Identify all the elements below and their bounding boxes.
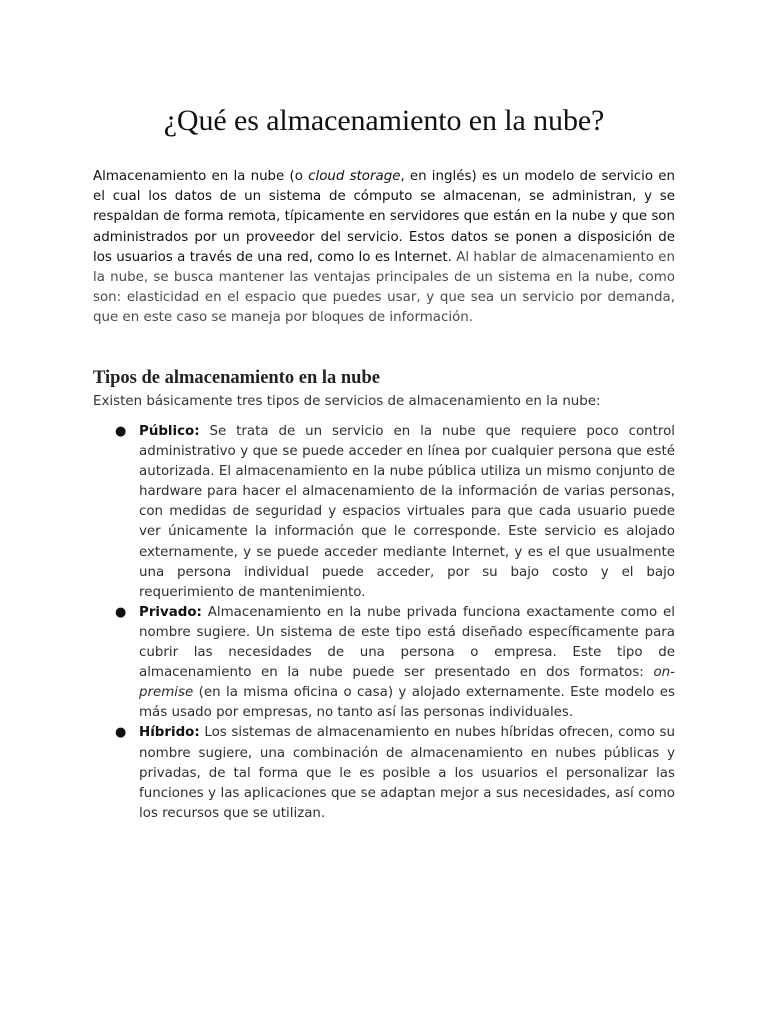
section-lead: Existen básicamente tres tipos de servicios de almacenamiento en la nube: [93,394,601,409]
storage-types-list [93,422,675,824]
item-text: Almacenamiento en la nube privada funciona exactamente como el nombre sugiere. Un sistema de este tipo está diseñado específicamente para cubrir las necesidades de una persona o empresa. Este tipo de almacenamiento en la nube puede ser presentado en dos formatos: [139,604,675,681]
list-item-hibrido [93,723,675,823]
section-heading: Tipos de almacenamiento en la nube [93,368,380,388]
bullet-icon: ● [115,604,127,620]
bullet-icon: ● [115,424,127,439]
item-text-end: (en la misma oficina o casa) y alojado externamente. Este modelo es más usado por empresas, no tanto así las personas individuales. [139,685,675,721]
list-item-privado [93,603,675,724]
item-text: Los sistemas de almacenamiento en nubes híbridas ofrecen, como su nombre sugiere, una combinación de almacenamiento en nubes públicas y privadas, de tal forma que le es posible a los usuarios el personalizar las funciones y las aplicaciones que se adaptan mejor a sus necesidades, así como los recursos que se utilizan. [139,725,675,821]
page-title: ¿Qué es almacenamiento en la nube? [163,104,605,137]
bullet-icon: ● [115,725,127,741]
item-term: Público: [139,424,200,439]
item-term: Híbrido: [139,725,200,741]
intro-text-start: Almacenamiento en la nube (o [93,169,309,184]
intro-text-main: , en inglés) es un modelo de servicio en el cual los datos de un sistema de cómputo se almacenan, se administran, y se respaldan de forma remota, típicamente en servidores que están en la nube y que son administrados por un proveedor del servicio. Estos datos se ponen a disposición de los usuarios a través de una red, como lo es Internet. [93,169,676,265]
list-item-publico [93,422,675,603]
intro-emphasis: cloud storage [308,169,401,184]
item-term: Privado: [139,604,202,620]
intro-paragraph [93,167,675,329]
item-emphasis: on-premise [139,665,675,701]
intro-text-muted: Al hablar de almacenamiento en la nube, se busca mantener las ventajas principales de un sistema en la nube, como son: elasticidad en el espacio que puedes usar, y que sea un servicio por demanda, que en este caso se maneja por bloques de información. [93,249,676,326]
item-text: Se trata de un servicio en la nube que requiere poco control administrativo y que se puede acceder en línea por cualquier persona que esté autorizada. El almacenamiento en la nube pública utiliza un mismo conjunto de hardware para hacer el almacenamiento de la información de varias personas, con medidas de seguridad y espacios virtuales para que cada usuario puede ver únicamente la información que le corresponde. Este servicio es alojado externamente, y se puede acceder mediante Internet, y es el que usualmente una persona individual puede acceder, por su bajo costo y el bajo requerimiento de mantenimiento. [139,424,675,600]
